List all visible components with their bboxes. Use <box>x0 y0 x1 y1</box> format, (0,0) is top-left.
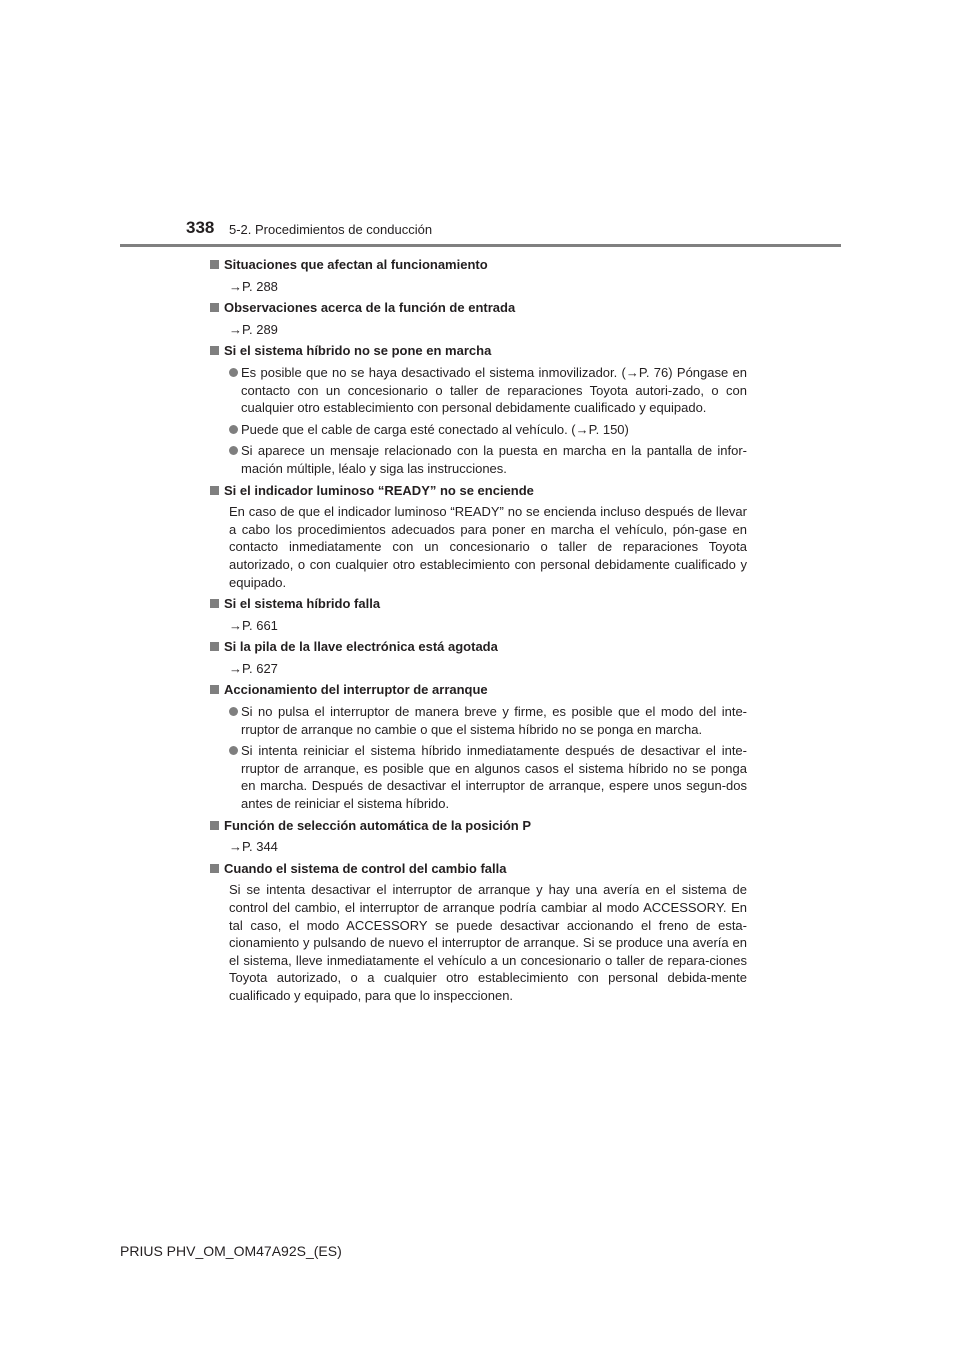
section-heading <box>210 817 747 835</box>
section-heading <box>210 860 747 878</box>
section <box>210 638 747 677</box>
square-bullet-icon <box>210 303 219 312</box>
section <box>210 681 747 812</box>
bullet-item <box>210 742 747 812</box>
section-paragraph: Si se intenta desactivar el interruptor de arranque y hay una avería en el sistema de control del cambio, el interruptor de arranque podría cambiar al modo ACCESSORY. En tal caso, el modo ACCESSORY se puede desactivar accionando el freno de esta-cionamiento y pulsando de nuevo el interruptor de arranque. Si se produce una avería en el sistema, lleve inmediatamente el vehículo a un concesionario o taller de repara-ciones Toyota autorizado, o a cualquier otro establecimiento con personal debida-mente cualificado y equipado, para que lo inspeccionen. <box>229 882 747 1003</box>
section-heading-text: Situaciones que afectan al funcionamiento <box>224 257 488 272</box>
section <box>210 256 747 295</box>
section-paragraph: En caso de que el indicador luminoso “READY” no se encienda incluso después de llevar a cabo los procedimientos adecuados para poner en marcha el vehículo, pón-gase en contacto inmediatamente con un concesionario o taller de reparaciones Toyota autorizado, o con cualquier otro establecimiento con personal debidamente cualificado y equipado. <box>229 504 747 590</box>
section-heading <box>210 482 747 500</box>
page-number: 338 <box>186 218 215 237</box>
section-heading-text: Si el sistema híbrido falla <box>224 596 381 612</box>
footer-doc-id: PRIUS PHV_OM_OM47A92S_(ES) <box>120 1243 342 1259</box>
square-bullet-icon <box>210 864 219 873</box>
section-heading-text: Si la pila de la llave electrónica está agotada <box>224 639 498 655</box>
bullet-text: Si intenta reiniciar el sistema híbrido inmediatamente después de desactivar el inte-rruptor de arranque, es posible que en algunos casos el sistema híbrido no se ponga en marcha. Después de desactivar el interruptor de arranque, espere unos segun-dos antes de reiniciar el sistema híbrido. <box>241 743 747 812</box>
bullet-text: Si no pulsa el interruptor de manera breve y firme, es posible que el modo del inte-rruptor de arranque no cambie o que el sistema híbrido no se ponga en marcha. <box>241 704 747 737</box>
page-reference <box>210 660 747 678</box>
page-reference-text: P. 344 <box>242 839 278 855</box>
bullet-item <box>210 364 747 417</box>
bullet-text: Es posible que no se haya desactivado el sistema inmovilizador. (→P. 76) Póngase en contacto con un concesionario o taller de reparaciones Toyota autori-zado, o con cualquier otro establecimiento con personal debidamente cualificado y equipado. <box>241 364 747 416</box>
section-heading <box>210 342 747 360</box>
section <box>210 342 747 477</box>
square-bullet-icon <box>210 821 219 830</box>
square-bullet-icon <box>210 260 219 269</box>
bullet-item <box>210 703 747 738</box>
section <box>210 299 747 338</box>
arrow-right-icon: → <box>229 617 242 633</box>
chapter-title: 5-2. Procedimientos de conducción <box>229 222 433 237</box>
page-reference <box>210 278 747 296</box>
section <box>210 595 747 634</box>
circle-bullet-icon <box>229 425 238 434</box>
bullet-text: Puede que el cable de carga esté conectado al vehículo. (→P. 150) <box>241 421 629 437</box>
bullet-text: Si aparece un mensaje relacionado con la puesta en marcha en la pantalla de infor-mación múltiple, léalo y siga las instrucciones. <box>241 443 747 476</box>
page-reference-text: P. 289 <box>242 321 278 337</box>
page-content <box>210 256 747 1009</box>
arrow-right-icon: → <box>229 321 242 337</box>
section <box>210 860 747 1005</box>
section-heading-text: Si el sistema híbrido no se pone en marcha <box>224 343 492 359</box>
square-bullet-icon <box>210 642 219 651</box>
bullet-item <box>210 421 747 439</box>
square-bullet-icon <box>210 486 219 495</box>
section <box>210 482 747 592</box>
page-reference <box>210 321 747 339</box>
section-heading <box>210 299 747 317</box>
page-reference-text: P. 661 <box>242 617 278 633</box>
square-bullet-icon <box>210 599 219 608</box>
section-heading-text: Si el indicador luminoso “READY” no se enciende <box>224 482 534 498</box>
square-bullet-icon <box>210 685 219 694</box>
arrow-right-icon: → <box>229 839 242 855</box>
section <box>210 817 747 856</box>
page-reference-text: P. 288 <box>242 278 278 294</box>
square-bullet-icon <box>210 346 219 355</box>
circle-bullet-icon <box>229 746 238 755</box>
section-heading <box>210 256 747 274</box>
page-reference <box>210 617 747 635</box>
section-heading <box>210 681 747 699</box>
arrow-right-icon: → <box>229 278 242 294</box>
arrow-right-icon: → <box>229 660 242 676</box>
page-reference-text: P. 627 <box>242 660 278 676</box>
page-reference <box>210 838 747 856</box>
section-heading-text: Cuando el sistema de control del cambio falla <box>224 860 507 876</box>
section-heading-text: Accionamiento del interruptor de arranque <box>224 682 488 698</box>
circle-bullet-icon <box>229 446 238 455</box>
circle-bullet-icon <box>229 368 238 377</box>
section-heading <box>210 595 747 613</box>
bullet-item <box>210 442 747 477</box>
circle-bullet-icon <box>229 707 238 716</box>
section-heading-text: Función de selección automática de la posición P <box>224 817 532 833</box>
section-heading <box>210 638 747 656</box>
section-heading-text: Observaciones acerca de la función de entrada <box>224 300 516 316</box>
header-rule <box>120 244 841 247</box>
